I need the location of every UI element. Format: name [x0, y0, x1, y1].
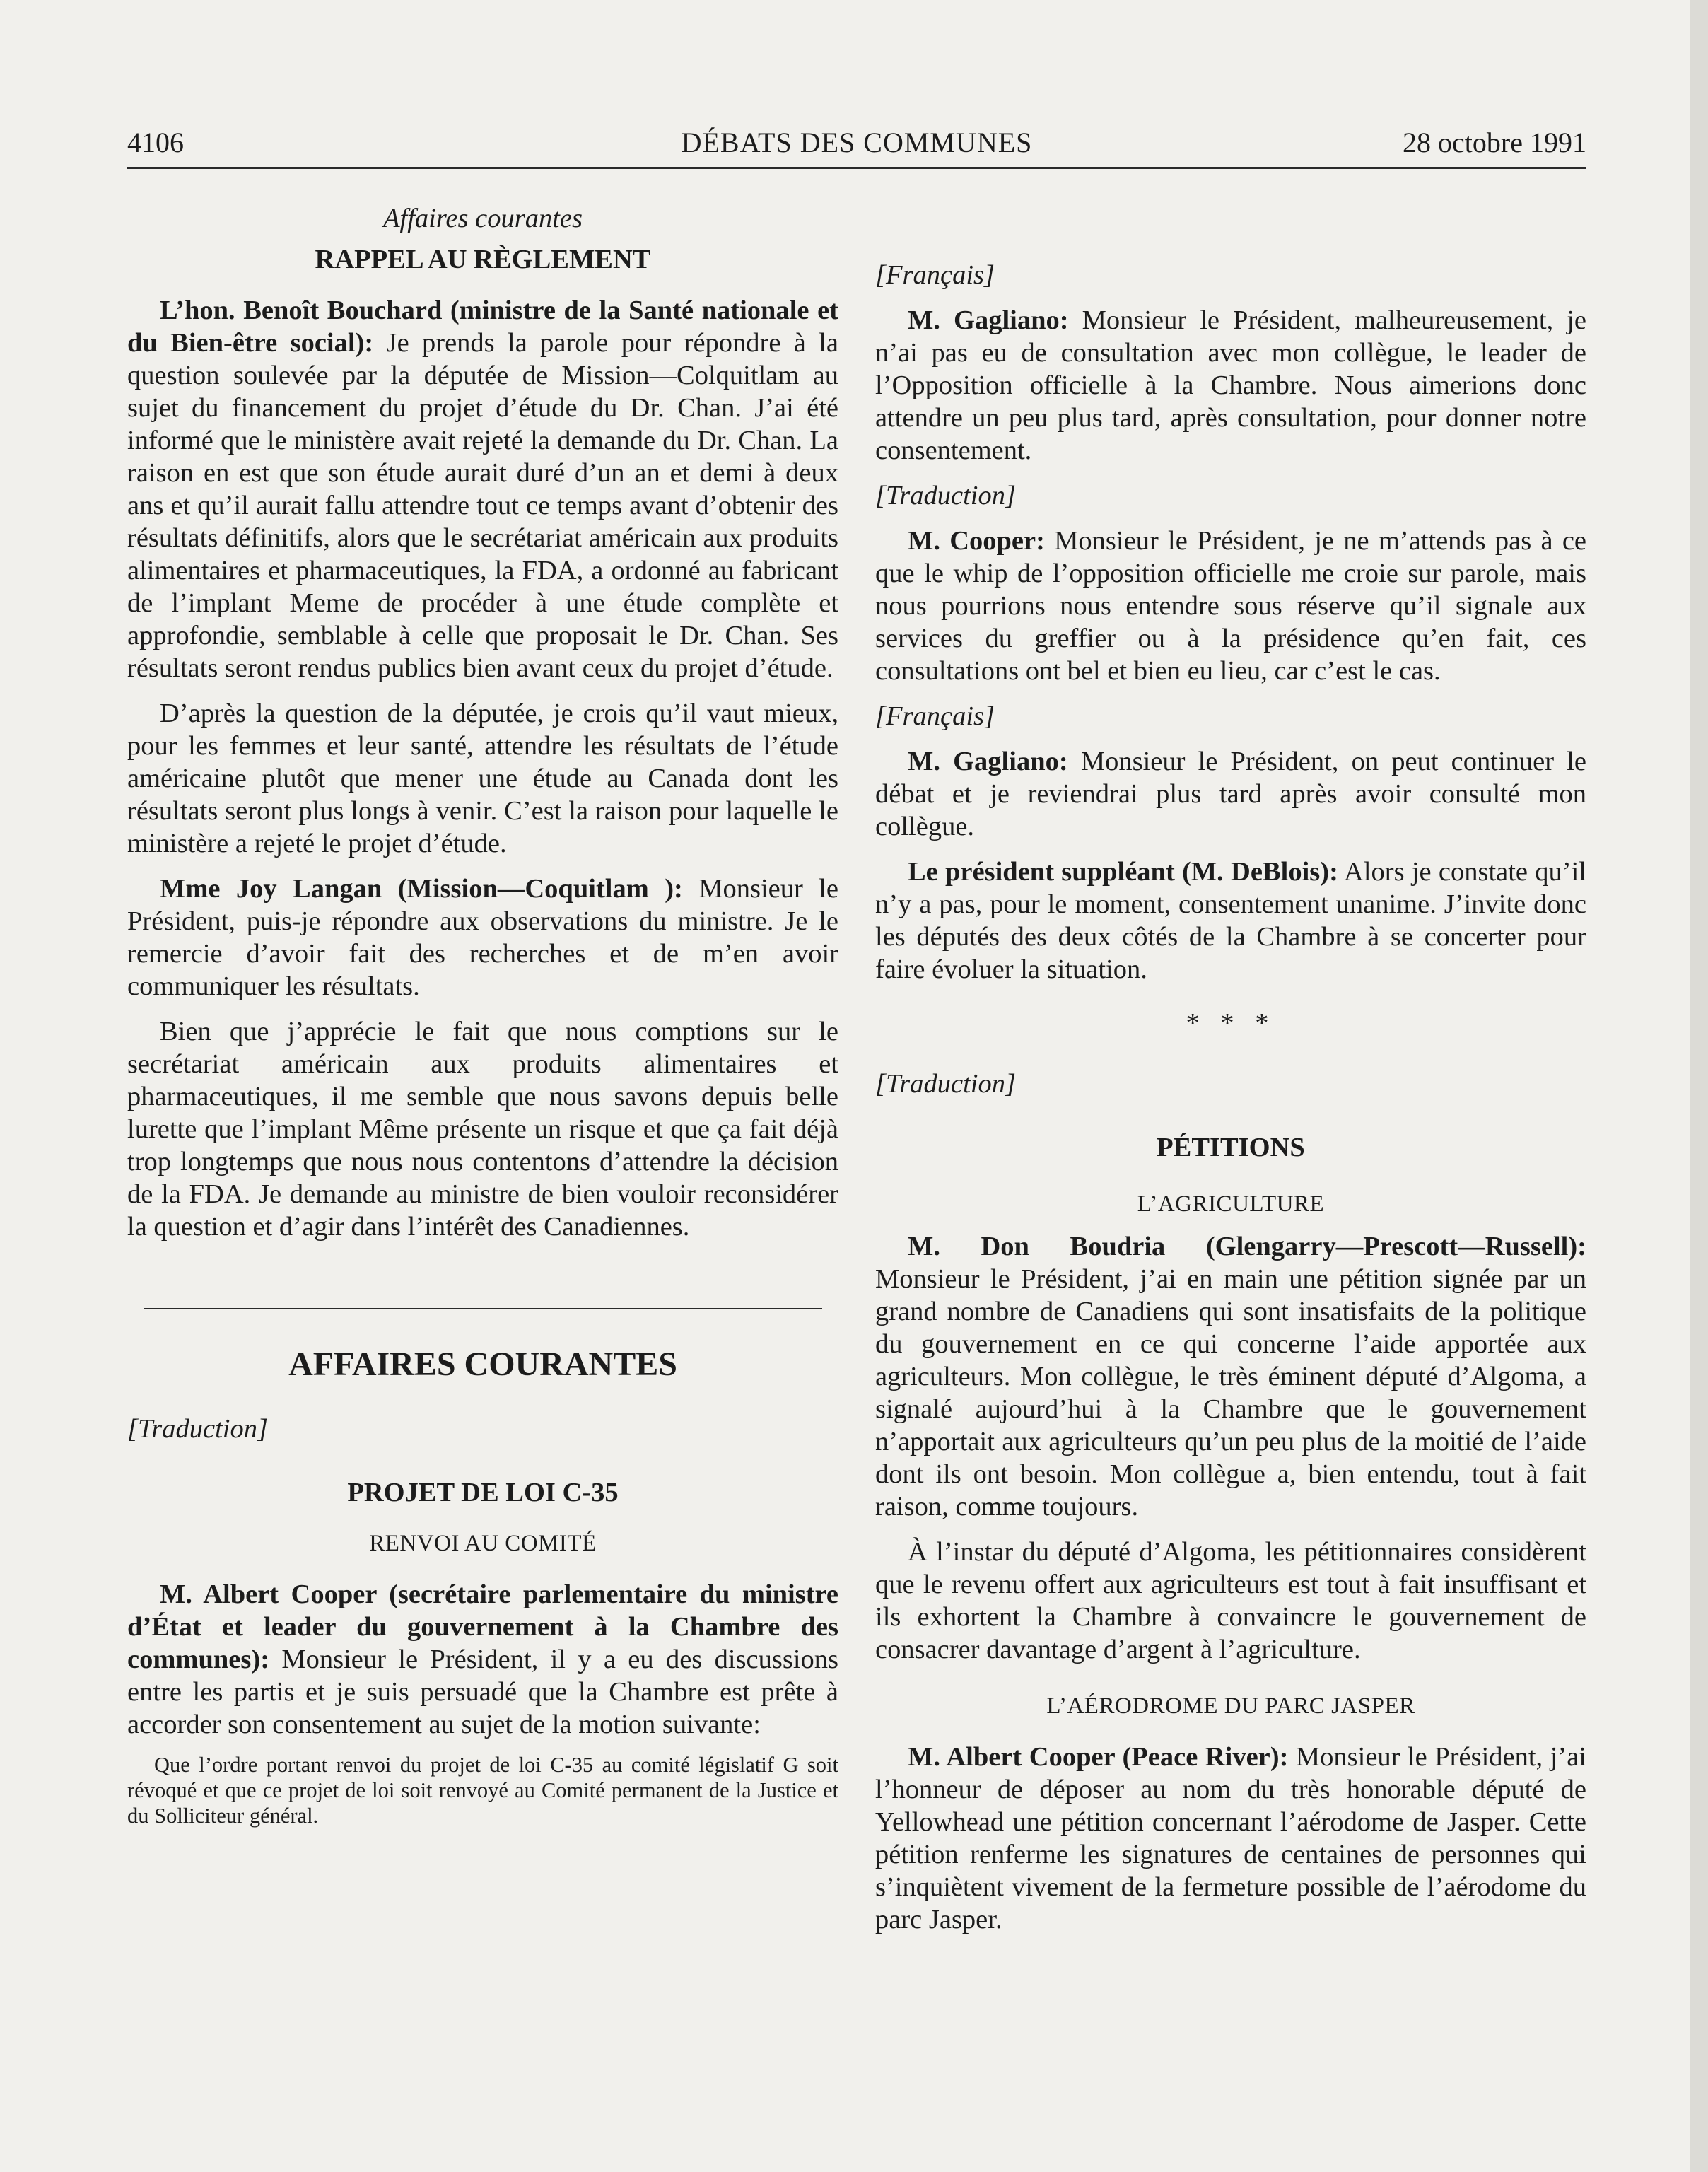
heading-rappel: RAPPEL AU RÈGLEMENT	[315, 245, 651, 274]
paragraph-president	[875, 856, 1586, 986]
heading-petitions: PÉTITIONS	[1157, 1133, 1305, 1162]
section-label: Affaires courantes	[383, 204, 583, 233]
language-note: [Traduction]	[875, 1069, 1016, 1099]
speaker-name: M. Albert Cooper (secrétaire parlementaire du ministre d’État et leader du gouvernement à la Chambre des communes):	[127, 1580, 838, 1674]
section-divider	[144, 1308, 822, 1309]
speaker-name: M. Albert Cooper (Peace River):	[908, 1742, 1289, 1772]
speaker-name: L’hon. Benoît Bouchard (ministre de la Santé nationale et du Bien-être social):	[127, 296, 838, 358]
paragraph-bouchard	[127, 294, 838, 684]
paragraph-boudria	[875, 1230, 1586, 1523]
paragraph-bouchard-2: D’après la question de la députée, je crois qu’il vaut mieux, pour les femmes et leur santé, attendre les résultats de l’étude américaine plutôt que mener une étude au Canada dont les résultats seront plus longs à venir. C’est la raison pour laquelle le ministère a rejeté le projet d’étude.	[127, 699, 838, 858]
speech-text: Monsieur le Président, puis-je répondre aux observations du ministre. Je le remercie d’avoir fait des recherches et de m’en avoir communiquer les résultats.	[127, 874, 839, 1001]
speech-text: Monsieur le Président, malheureusement, je n’ai pas eu de consultation avec mon collègue, le leader de l’Opposition officielle à la Chambre. Nous aimerions donc attendre un peu plus tard, après consultation, pour donner notre consentement.	[875, 305, 1586, 465]
subheading-aerodrome: L’AÉRODROME DU PARC JASPER	[1046, 1693, 1415, 1719]
paragraph-langan	[127, 872, 838, 1003]
subheading-renvoi: RENVOI AU COMITÉ	[369, 1531, 597, 1556]
left-column	[127, 199, 838, 1828]
language-note: [Traduction]	[875, 481, 1016, 510]
page-header	[127, 126, 1586, 168]
speech-text: Monsieur le Président, j’ai l’honneur de déposer au nom du très honorable député de Yellowhead une pétition concernant l’aérodome de Jasper. Cette pétition renferme les signatures de centaines de personnes qui s’inquiètent vivement de la fermeture possible de l’aérodome du parc Jasper.	[875, 1742, 1586, 1934]
page-title: DÉBATS DES COMMUNES	[681, 127, 1033, 158]
paragraph-cooper-petition	[875, 1741, 1586, 1936]
paragraph-gagliano	[875, 304, 1586, 467]
paragraph-boudria-2: À l’instar du député d’Algoma, les pétitionnaires considèrent que le revenu offert aux agriculteurs est tout à fait insuffisant et ils exhortent la Chambre à convaincre le gouvernement de consacrer davantage d’argent à l’agriculture.	[875, 1537, 1586, 1664]
speaker-name: Le président suppléant (M. DeBlois):	[908, 857, 1338, 887]
speaker-name: M. Gagliano:	[908, 305, 1069, 335]
speaker-name: Mme Joy Langan (Mission—Coquitlam ):	[160, 874, 683, 904]
page-edge-shadow	[1690, 0, 1708, 2172]
speech-text: Alors je constate qu’il n’y a pas, pour le moment, consentement unanime. J’invite donc les députés des deux côtés de la Chambre à se concerter pour faire évoluer la situation.	[875, 857, 1586, 984]
paragraph-cooper	[127, 1578, 838, 1741]
page-date: 28 octobre 1991	[1403, 127, 1586, 158]
speech-text: Monsieur le Président, il y a eu des discussions entre les partis et je suis persuadé que la Chambre est prête à accorder son consentement au sujet de la motion suivante:	[127, 1645, 838, 1739]
speaker-name: M. Cooper:	[908, 526, 1045, 556]
language-note: [Français]	[875, 260, 995, 290]
language-note: [Traduction]	[127, 1414, 268, 1444]
header-rule	[127, 167, 1586, 169]
paragraph-cooper-reply	[875, 525, 1586, 687]
speech-text: Monsieur le Président, j’ai en main une pétition signée par un grand nombre de Canadiens qui sont insatisfaits de la politique du gouvernement en ce qui concerne l’aide apportée aux agriculteurs. Mon collègue, le très éminent député d’Algoma, a signalé aujourd’hui à la Chambre que le gouvernement n’apportait aux agriculteurs qu’un peu plus de la moitié de l’aide dont ils ont besoin. Mon collègue a, bien entendu, tout à fait raison, comme toujours.	[875, 1264, 1586, 1522]
speech-text: Je prends la parole pour répondre à la question soulevée par la députée de Mission—Colquitlam au sujet du financement du projet d’étude du Dr. Chan. J’ai été informé que le ministère avait rejeté la demande du Dr. Chan. La raison en est que son étude aurait duré d’un an et demi à deux ans et qu’il aurait fallu attendre tout ce temps avant d’obtenir des résultats définitifs, alors que le secrétariat américain aux produits alimentaires et pharmaceutiques, la FDA, a ordonné au fabricant de l’implant Meme de procéder à une étude complète et approfondie, semblable à celle que proposait le Dr. Chan. Ses résultats seront rendus publics bien avant ceux du projet d’étude.	[127, 328, 839, 683]
right-column	[875, 199, 1586, 1936]
heading-projet-loi: PROJET DE LOI C-35	[347, 1478, 619, 1507]
speaker-name: M. Don Boudria (Glengarry—Prescott—Russell):	[908, 1232, 1586, 1261]
speech-text: Monsieur le Président, on peut continuer le débat et je reviendrai plus tard après avoir consulté mon collègue.	[875, 747, 1586, 841]
language-note: [Français]	[875, 701, 995, 731]
paragraph-gagliano-2	[875, 745, 1586, 843]
page-number: 4106	[127, 127, 184, 158]
motion-quote: Que l’ordre portant renvoi du projet de loi C-35 au comité législatif G soit révoqué et que ce projet de loi soit renvoyé au Comité permanent de la Justice et du Solliciteur général.	[127, 1753, 838, 1828]
section-stars: * * *	[1186, 1008, 1276, 1038]
speech-text: Monsieur le Président, je ne m’attends pas à ce que le whip de l’opposition officielle me croie sur parole, mais nous pourrions nous entendre sous réserve qu’il signale aux services du greffier ou à la présidence qu’en fait, ces consultations ont bel et bien eu lieu, car c’est le cas.	[875, 526, 1587, 686]
heading-affaires-courantes: AFFAIRES COURANTES	[288, 1345, 677, 1383]
paragraph-langan-2: Bien que j’apprécie le fait que nous comptions sur le secrétariat américain aux produits alimentaires et pharmaceutiques, il me semble que nous savons depuis belle lurette que l’implant Même présente un risque et que ça fait déjà trop longtemps que nous nous contentons d’attendre la décision de la FDA. Je demande au ministre de bien vouloir reconsidérer la question et d’agir dans l’intérêt des Canadiennes.	[127, 1017, 838, 1242]
speaker-name: M. Gagliano:	[908, 747, 1068, 776]
subheading-agriculture: L’AGRICULTURE	[1137, 1191, 1325, 1217]
